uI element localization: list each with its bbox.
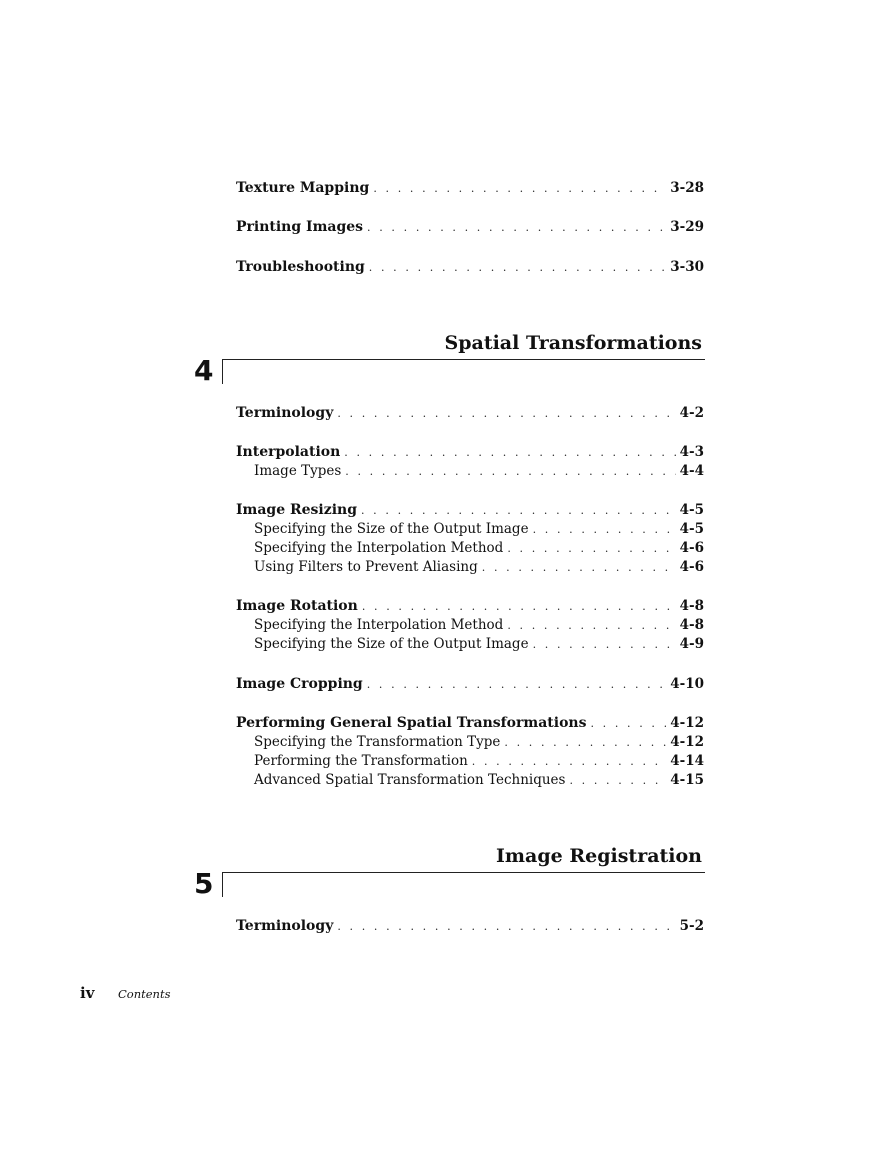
toc-entry[interactable] xyxy=(236,501,704,519)
dot-leader xyxy=(472,753,666,771)
dot-leader xyxy=(344,444,675,462)
toc-entry-page: 4-8 xyxy=(679,617,704,633)
chapter-number: 4 xyxy=(194,354,214,387)
toc-entry-page: 4-6 xyxy=(679,559,704,575)
toc-entry[interactable] xyxy=(236,917,704,935)
toc-subentry[interactable] xyxy=(254,752,704,770)
toc-entry-page: 3-28 xyxy=(670,180,704,196)
toc-entry-page: 4-8 xyxy=(679,598,704,614)
dot-leader xyxy=(337,918,675,936)
dot-leader xyxy=(569,772,666,790)
dot-leader xyxy=(373,180,666,198)
toc-entry-page: 4-3 xyxy=(679,444,704,460)
chapter-title: Spatial Transformations xyxy=(444,332,702,354)
footer-label: Contents xyxy=(118,987,171,1001)
toc-entry[interactable] xyxy=(236,404,704,422)
toc-subentry[interactable] xyxy=(254,539,704,557)
toc-entry[interactable] xyxy=(236,597,704,615)
toc-entry-page: 4-10 xyxy=(670,676,704,692)
toc-entry[interactable] xyxy=(236,258,704,276)
dot-leader xyxy=(362,598,676,616)
dot-leader xyxy=(337,405,675,423)
toc-entry-title: Troubleshooting xyxy=(236,259,365,275)
toc-entry-title: Using Filters to Prevent Aliasing xyxy=(254,559,478,575)
dot-leader xyxy=(590,715,666,733)
toc-subentry[interactable] xyxy=(254,616,704,634)
toc-entry[interactable] xyxy=(236,675,704,693)
footer-page-number: iv xyxy=(80,984,95,1002)
toc-entry-title: Image Types xyxy=(254,463,342,479)
toc-entry-page: 4-12 xyxy=(670,734,704,750)
toc-entry-title: Image Rotation xyxy=(236,598,358,614)
toc-subentry[interactable] xyxy=(254,733,704,751)
toc-entry[interactable] xyxy=(236,218,704,236)
dot-leader xyxy=(533,636,676,654)
chapter-title: Image Registration xyxy=(496,845,702,867)
toc-entry-title: Specifying the Interpolation Method xyxy=(254,540,504,556)
toc-entry-page: 3-30 xyxy=(670,259,704,275)
dot-leader xyxy=(482,559,676,577)
toc-entry-page: 5-2 xyxy=(679,918,704,934)
toc-entry-title: Interpolation xyxy=(236,444,341,460)
dot-leader xyxy=(361,502,676,520)
toc-entry-page: 4-12 xyxy=(670,715,704,731)
toc-subentry[interactable] xyxy=(254,558,704,576)
chapter-number: 5 xyxy=(194,867,214,900)
toc-entry[interactable] xyxy=(236,443,704,461)
toc-entry-title: Terminology xyxy=(236,918,334,934)
toc-entry-title: Performing the Transformation xyxy=(254,753,468,769)
toc-subentry[interactable] xyxy=(254,520,704,538)
toc-entry-page: 4-14 xyxy=(670,753,704,769)
toc-entry-title: Specifying the Interpolation Method xyxy=(254,617,504,633)
toc-entry-title: Terminology xyxy=(236,405,334,421)
toc-entry-page: 4-5 xyxy=(679,502,704,518)
dot-leader xyxy=(369,259,666,277)
toc-entry-title: Image Resizing xyxy=(236,502,357,518)
dot-leader xyxy=(507,540,675,558)
chapter-rule xyxy=(222,872,705,897)
toc-entry-title: Performing General Spatial Transformations xyxy=(236,715,587,731)
toc-entry-page: 4-6 xyxy=(679,540,704,556)
dot-leader xyxy=(504,734,666,752)
dot-leader xyxy=(367,676,666,694)
toc-subentry[interactable] xyxy=(254,771,704,789)
toc-entry-title: Printing Images xyxy=(236,219,364,235)
toc-entry-page: 4-5 xyxy=(679,521,704,537)
toc-entry-page: 4-15 xyxy=(670,772,704,788)
dot-leader xyxy=(367,219,666,237)
toc-subentry[interactable] xyxy=(254,635,704,653)
toc-entry-page: 4-4 xyxy=(679,463,704,479)
toc-entry[interactable] xyxy=(236,714,704,732)
dot-leader xyxy=(507,617,675,635)
toc-entry-title: Specifying the Transformation Type xyxy=(254,734,501,750)
chapter-rule xyxy=(222,359,705,384)
toc-subentry[interactable] xyxy=(254,462,704,480)
dot-leader xyxy=(533,521,676,539)
toc-entry-page: 3-29 xyxy=(670,219,704,235)
toc-entry-title: Texture Mapping xyxy=(236,180,370,196)
toc-entry-title: Image Cropping xyxy=(236,676,363,692)
toc-entry-title: Specifying the Size of the Output Image xyxy=(254,521,529,537)
toc-entry-title: Advanced Spatial Transformation Techniques xyxy=(254,772,566,788)
toc-entry-title: Specifying the Size of the Output Image xyxy=(254,636,529,652)
toc-entry-page: 4-2 xyxy=(679,405,704,421)
toc-entry-page: 4-9 xyxy=(679,636,704,652)
dot-leader xyxy=(345,463,675,481)
toc-entry[interactable] xyxy=(236,179,704,197)
